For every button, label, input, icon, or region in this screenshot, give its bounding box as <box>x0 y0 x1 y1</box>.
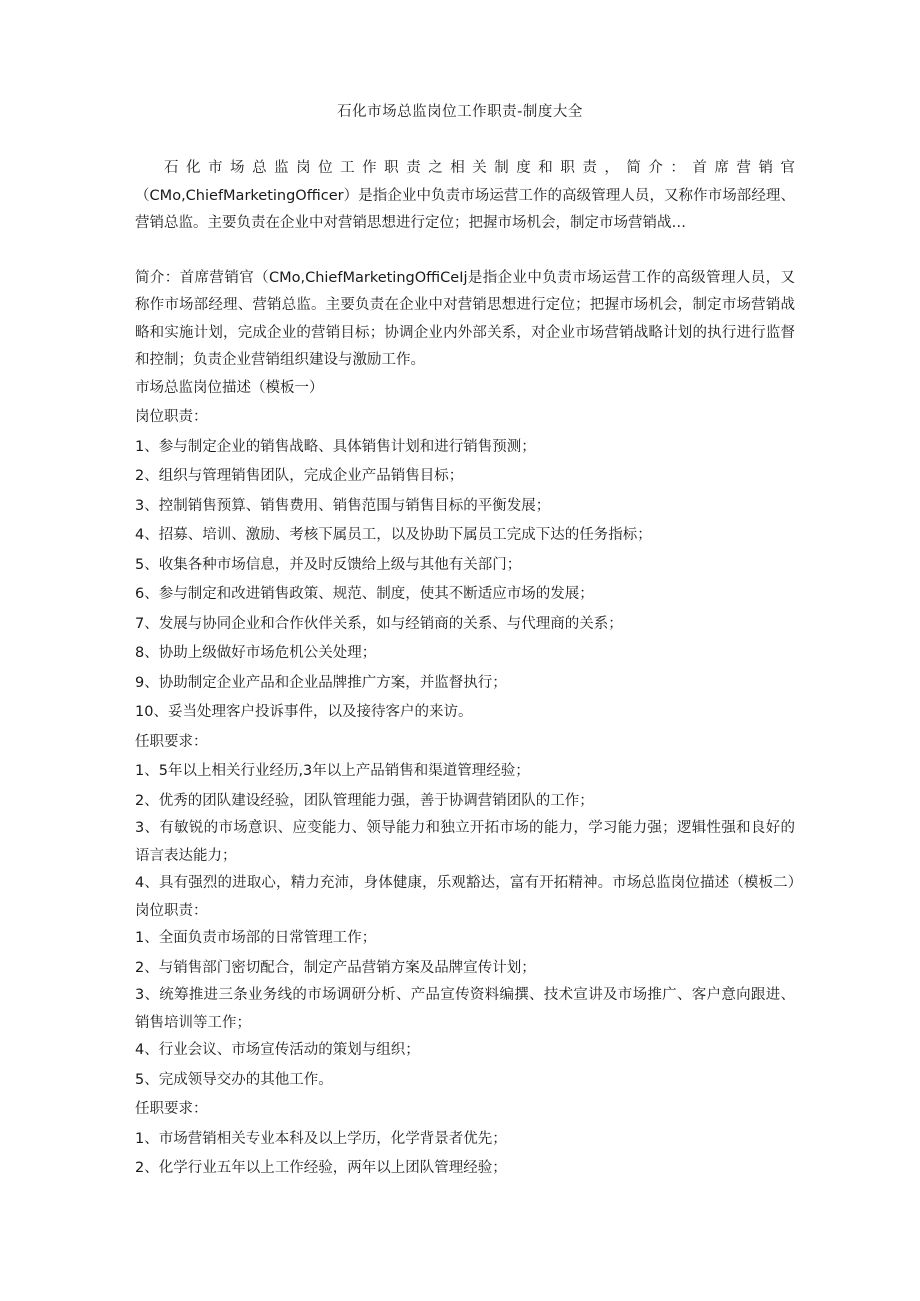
duty-item: 6、参与制定和改进销售政策、规范、制度，使其不断适应市场的发展； <box>135 586 594 602</box>
requirement-item: 1、市场营销相关专业本科及以上学历，化学背景者优先； <box>135 1130 507 1147</box>
duty-item: 9、协助制定企业产品和企业品牌推广方案，并监督执行； <box>135 674 507 691</box>
intro-paragraph: 石化市场总监岗位工作职责之相关制度和职责，简介：首席营销官（CMo,ChiefMarketingOfficer）是指企业中负责市场运营工作的高级管理人员，又称作市场部经理、营销总监。主要负责在企业中对营销思想进行定位；把握市场机会，制定市场营销战… <box>135 160 795 231</box>
duty-item: 4、招募、培训、激励、考核下属员工，以及协助下属员工完成下达的任务指标； <box>135 527 652 543</box>
duty-item: 8、协助上级做好市场危机公关处理； <box>135 645 377 661</box>
paragraph-gap <box>135 238 795 265</box>
requirement-item: 4、具有强烈的进取心，精力充沛，身体健康，乐观豁达，富有开拓精神。市场总监岗位描述（模板二）岗位职责： <box>135 875 795 919</box>
document-body <box>135 155 795 1183</box>
requirement-item: 3、有敏锐的市场意识、应变能力、领导能力和独立开拓市场的能力，学习能力强；逻辑性强和良好的语言表达能力； <box>135 820 795 864</box>
duty-item: 1、参与制定企业的销售战略、具体销售计划和进行销售预测； <box>135 438 536 455</box>
template1-heading: 市场总监岗位描述（模板一） <box>135 379 324 396</box>
duties-heading: 岗位职责： <box>135 409 208 425</box>
requirement-item: 1、5年以上相关行业经历,3年以上产品销售和渠道管理经验； <box>135 763 530 779</box>
duty-item: 5、完成领导交办的其他工作。 <box>135 1071 333 1088</box>
duty-item: 10、妥当处理客户投诉事件，以及接待客户的来访。 <box>135 704 473 720</box>
duty-item: 3、统筹推进三条业务线的市场调研分析、产品宣传资料编撰、技术宣讲及市场推广、客户意向跟进、销售培训等工作； <box>135 987 795 1031</box>
duty-item: 2、与销售部门密切配合，制定产品营销方案及品牌宣传计划； <box>135 959 536 976</box>
requirement-item: 2、化学行业五年以上工作经验，两年以上团队管理经验； <box>135 1160 507 1176</box>
duty-item: 1、全面负责市场部的日常管理工作； <box>135 930 377 946</box>
duty-item: 7、发展与协同企业和合作伙伴关系，如与经销商的关系、与代理商的关系； <box>135 615 623 632</box>
duty-item: 2、组织与管理销售团队，完成企业产品销售目标； <box>135 468 464 484</box>
requirements-heading: 任职要求： <box>135 733 208 750</box>
requirements-heading: 任职要求： <box>135 1101 208 1117</box>
duty-item: 4、行业会议、市场宣传活动的策划与组织； <box>135 1042 420 1058</box>
duty-item: 5、收集各种市场信息，并及时反馈给上级与其他有关部门； <box>135 556 522 573</box>
document-title: 石化市场总监岗位工作职责-制度大全 <box>337 104 583 120</box>
requirement-item: 2、优秀的团队建设经验，团队管理能力强，善于协调营销团队的工作； <box>135 792 594 809</box>
duty-item: 3、控制销售预算、销售费用、销售范围与销售目标的平衡发展； <box>135 497 551 514</box>
summary-paragraph: 简介：首席营销官（CMo,ChiefMarketingOffiCeIj是指企业中负责市场运营工作的高级管理人员，又称作市场部经理、营销总监。主要负责在企业中对营销思想进行定位；把握市场机会，制定市场营销战略和实施计划，完成企业的营销目标；协调企业内外部关系，对企业市场营销战略计划的执行进行监督和控制；负责企业营销组织建设与激励工作。 <box>135 269 795 368</box>
